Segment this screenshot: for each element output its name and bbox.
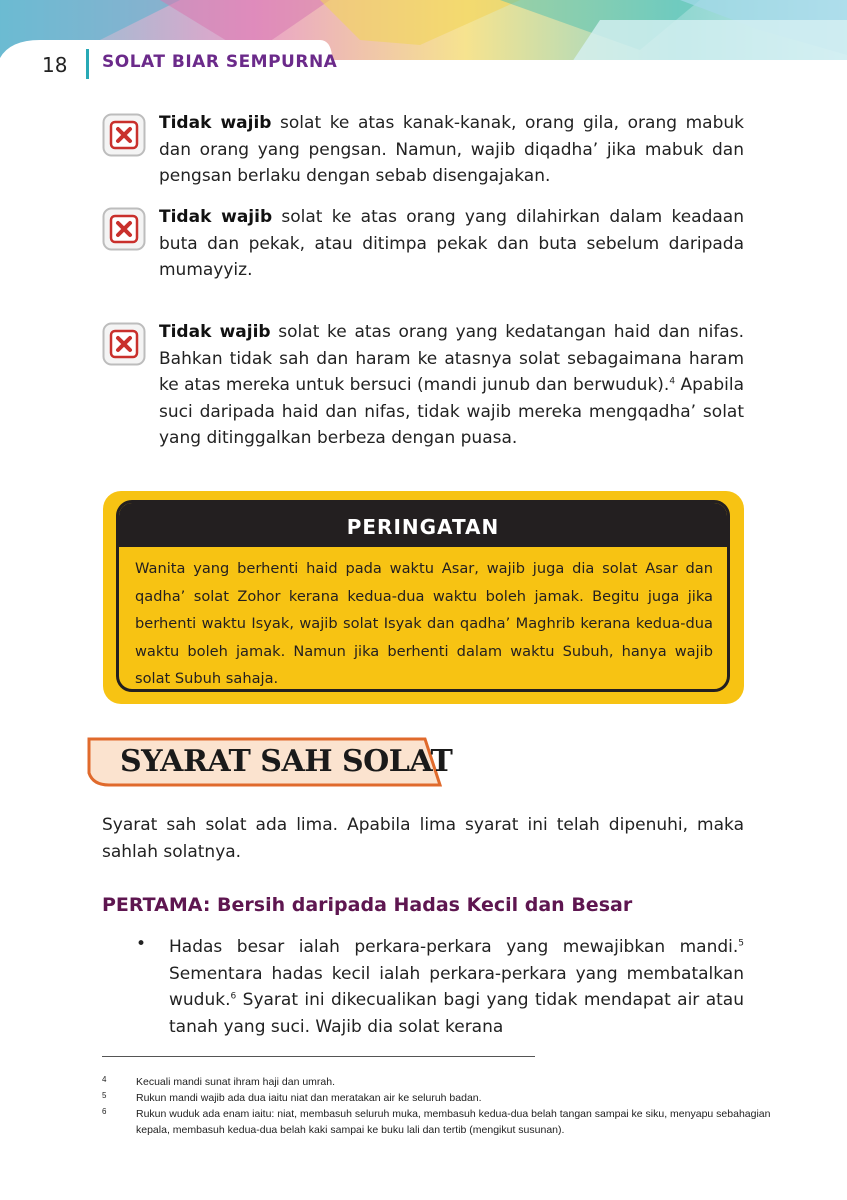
footnote-reference: 6: [230, 991, 237, 1002]
note-lead: Tidak wajib: [159, 322, 271, 342]
subheading: PERTAMA: Bersih daripada Hadas Kecil dan Besar: [102, 894, 633, 916]
x-mark-icon: [102, 113, 146, 157]
warning-box: [116, 500, 730, 692]
footnote-divider: [102, 1056, 535, 1057]
footnote-text: Rukun wuduk ada enam iaitu: niat, membasuh seluruh muka, membasuh kedua-dua belah tangan sampai ke siku, menyapu sebahagian kepala, membasuh kedua-dua belah kaki sampai ke buku lali dan tertib (mengikut susunan).: [136, 1108, 771, 1136]
bullet-marker: •: [136, 934, 147, 954]
footnote-reference: 4: [669, 376, 676, 387]
footnote-reference: 5: [738, 938, 744, 949]
book-title: SOLAT BIAR SEMPURNA: [102, 52, 338, 72]
bullet-text: [169, 934, 744, 1040]
note-item: [159, 110, 744, 190]
note-text: Apabila suci daripada haid dan nifas, tidak wajib mereka mengqadha’ solat yang ditinggalkan berbeza dengan puasa.: [159, 375, 744, 448]
note-text: solat ke atas orang yang dilahirkan dalam keadaan buta dan pekak, atau ditimpa pekak dan buta sebelum daripada mumayyiz.: [159, 207, 744, 280]
note-lead: Tidak wajib: [159, 207, 273, 227]
footnote-number: 5: [102, 1091, 107, 1100]
bullet-segment: Sementara hadas kecil ialah perkara-perkara yang membatalkan wuduk.: [169, 963, 744, 1010]
page-number: 18: [42, 53, 68, 77]
bullet-segment: Syarat ini dikecualikan bagi yang tidak mendapat air atau tanah yang suci. Wajib dia solat kerana: [169, 990, 744, 1037]
note-item: [159, 319, 744, 452]
warning-title: PERINGATAN: [119, 503, 727, 547]
note-text: solat ke atas kanak-kanak, orang gila, orang mabuk dan orang yang pengsan. Namun, wajib diqadha’ jika mabuk dan pengsan berlaku dengan sebab disengajakan.: [159, 113, 744, 186]
section-intro: Syarat sah solat ada lima. Apabila lima syarat ini telah dipenuhi, maka sahlah solatnya.: [102, 815, 744, 862]
bullet-segment: Hadas besar ialah perkara-perkara yang mewajibkan mandi.: [169, 937, 739, 957]
x-mark-icon: [102, 207, 146, 251]
note-item: [159, 204, 744, 284]
footnote-number: 4: [102, 1075, 107, 1084]
x-mark-icon: [102, 322, 146, 366]
warning-text: Wanita yang berhenti haid pada waktu Asar, wajib juga dia solat Asar dan qadha’ solat Zohor kerana kedua-dua waktu boleh jamak. Begitu juga jika berhenti waktu Isyak, wajib solat Isyak dan qadha’ Maghrib kerana kedua-dua waktu boleh jamak. Namun jika berhenti dalam waktu Subuh, hanya wajib solat Subuh sahaja.: [135, 560, 713, 687]
footnote-number: 6: [102, 1107, 107, 1116]
note-text: solat ke atas orang yang kedatangan haid dan nifas. Bahkan tidak sah dan haram ke atasnya solat sebagaimana haram ke atas mereka untuk bersuci (mandi junub dan berwuduk).: [159, 322, 744, 395]
note-lead: Tidak wajib: [159, 113, 272, 133]
header-divider: [86, 49, 89, 79]
footnote-text: Kecuali mandi sunat ihram haji dan umrah.: [136, 1076, 336, 1088]
section-title: SYARAT SAH SOLAT: [120, 744, 453, 779]
footnote-text: Rukun mandi wajib ada dua iaitu niat dan meratakan air ke seluruh badan.: [136, 1092, 482, 1104]
